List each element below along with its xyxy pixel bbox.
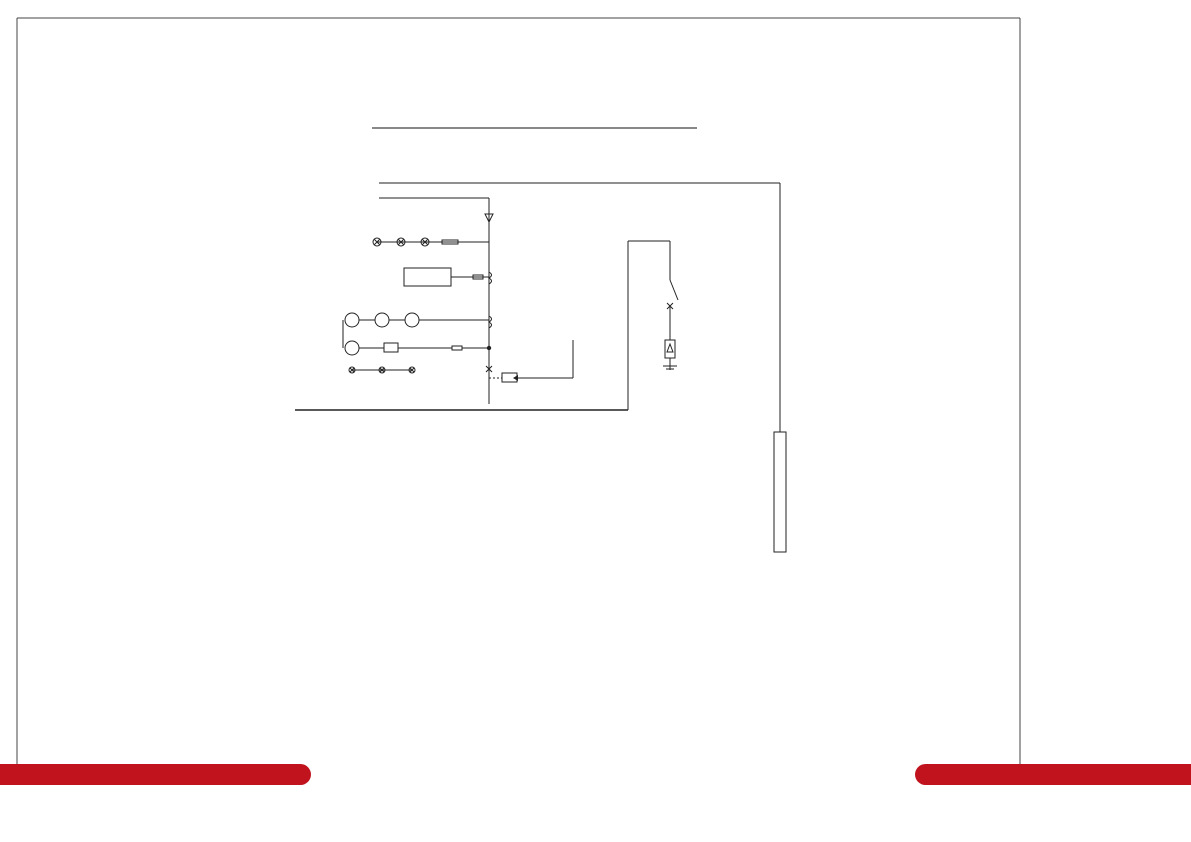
- footer: [0, 764, 1191, 842]
- ammeter-icon: [345, 313, 359, 327]
- spd-mcb-blade: [670, 280, 678, 300]
- ammeter-icon: [375, 313, 389, 327]
- fuse-icon: [452, 346, 462, 350]
- meter-box: [404, 268, 451, 286]
- voltmeter-switch: [384, 343, 398, 352]
- ammeter-icon: [405, 313, 419, 327]
- junction-dot: [487, 346, 491, 350]
- left-company-banner: [0, 764, 311, 785]
- right-company-banner: [915, 764, 1191, 785]
- voltmeter-icon: [345, 341, 359, 355]
- terminal-strip: [774, 432, 786, 552]
